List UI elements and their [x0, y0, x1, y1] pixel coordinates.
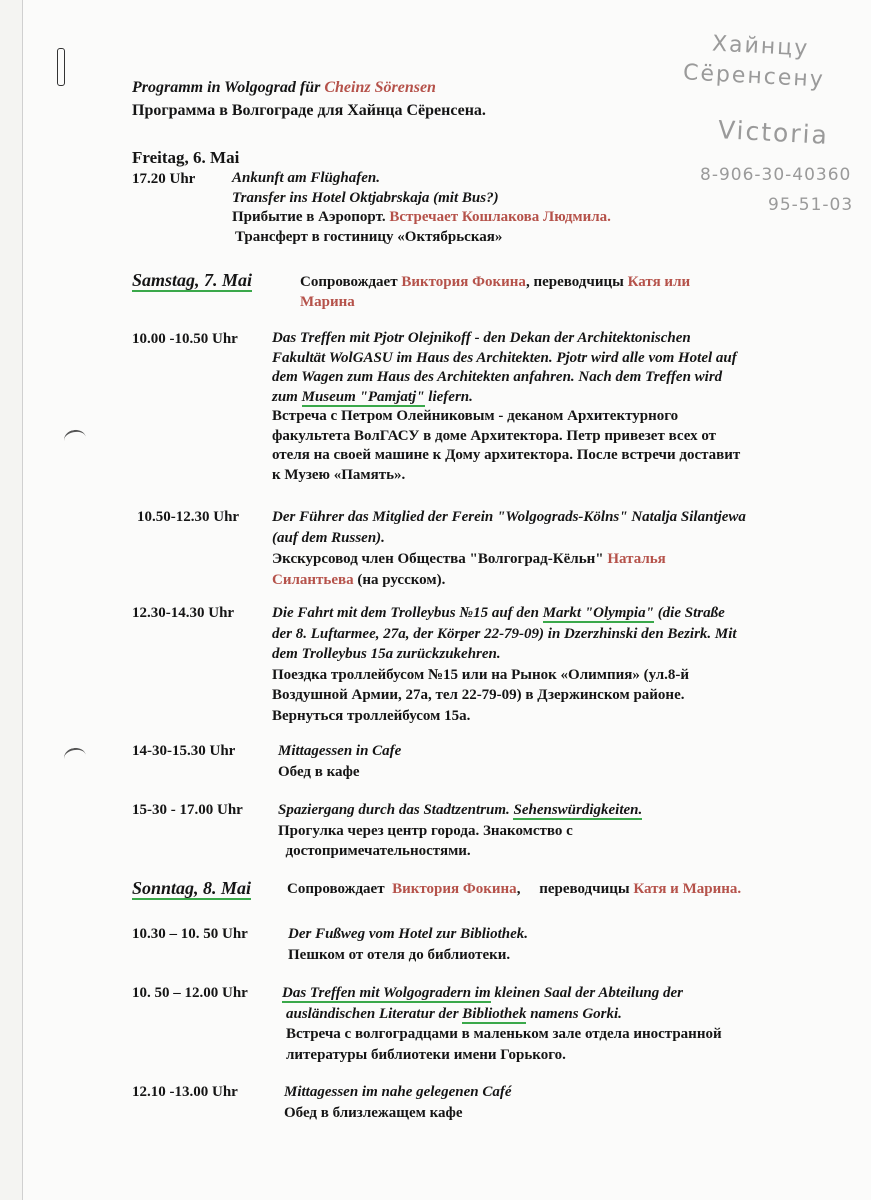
event-time: 17.20 Uhr	[132, 171, 196, 187]
day-heading-text: Sonntag, 8. Mai	[132, 878, 252, 898]
event-text-ru-part: (на русском).	[353, 572, 446, 588]
event-text-de: Transfer ins Hotel Oktjabrskaja (mit Bus?)	[232, 189, 499, 206]
event-sat-4	[278, 741, 401, 783]
meeting-phrase: Das Treffen mit Wolgogradern im	[282, 985, 491, 1001]
event-time: 10.50-12.30 Uhr	[137, 509, 240, 525]
event-text-de-part: zum	[272, 388, 298, 405]
event-text-de	[282, 983, 722, 1004]
guide-name: Силантьева	[272, 572, 354, 588]
event-text-de: Das Treffen mit Pjotr Olejnikoff - den Dekan der Architektonischen	[272, 330, 691, 346]
event-time: 12.10 -13.00 Uhr	[132, 1084, 238, 1100]
escort-saturday	[300, 272, 690, 312]
event-text-de	[282, 1004, 722, 1025]
event-text-ru: Обед в кафе	[278, 764, 360, 780]
event-time: 14-30-15.30 Uhr	[132, 743, 236, 759]
binder-mark	[57, 48, 65, 86]
interpreter-names: Катя или	[627, 274, 691, 290]
event-text-ru: к Музею «Память».	[272, 466, 406, 483]
guide-name: Наталья	[607, 551, 666, 567]
event-text-de: Der Führer das Mitglied der Ferein "Wolgograds-Kölns" Natalja Silantjewa	[272, 509, 746, 525]
event-text-de-part: Die Fahrt mit dem Trolleybus №15 auf den	[272, 605, 539, 621]
event-text-ru-part: Прибытие в Аэропорт.	[232, 209, 386, 225]
event-text-ru: Пешком от отеля до библиотеки.	[288, 947, 511, 963]
event-sat-1	[272, 329, 740, 485]
event-text-de: Mittagessen in Cafe	[278, 743, 402, 759]
event-time: 10.00 -10.50 Uhr	[132, 331, 238, 347]
event-sat-2	[272, 507, 746, 591]
day-heading-text: Samstag, 7. Mai	[132, 270, 253, 290]
escort-label: Сопровождает	[287, 881, 385, 897]
event-time: 12.30-14.30 Uhr	[132, 605, 235, 621]
escort-name: Виктория Фокина	[401, 274, 526, 290]
event-text-de: dem Trolleybus 15a zurückzukehren.	[272, 646, 501, 662]
handwritten-phone: 95-51-03	[768, 195, 854, 215]
title-de-name: Cheinz Sörensen	[324, 79, 436, 96]
escort-name: Виктория Фокина	[392, 881, 517, 897]
handwritten-surname: Сёренсену	[682, 60, 826, 93]
title-de	[132, 79, 436, 97]
event-text-ru	[272, 570, 746, 591]
event-text-ru-part: Экскурсовод член Общества "Волгоград-Кёльн"	[272, 551, 604, 567]
event-text-de-part: namens Gorki.	[526, 1005, 622, 1022]
event-text-de: Fakultät WolGASU im Haus des Architekten. Pjotr wird alle vom Hotel auf	[272, 349, 737, 366]
event-friday	[232, 169, 611, 247]
event-text-de-part: kleinen Saal der Abteilung der	[490, 985, 684, 1001]
event-text-de-part: Spaziergang durch das Stadtzentrum.	[278, 802, 510, 818]
event-text-de-part: ausländischen Literatur der	[286, 1005, 459, 1022]
event-time: 10.30 – 10. 50 Uhr	[132, 926, 248, 942]
day-heading-friday: Freitag, 6. Mai	[132, 148, 240, 167]
title-ru: Программа в Волгограде для Хайнца Сёренсена.	[132, 102, 486, 119]
handwritten-victoria: Victoria	[717, 115, 830, 150]
event-text-de: der 8. Luftarmee, 27a, der Körper 22-79-09) in Dzerzhinski den Bezirk. Mit	[272, 625, 737, 642]
greeter-name: Встречает Кошлакова Людмила.	[389, 209, 611, 225]
museum-name: Museum "Pamjatj"	[301, 388, 425, 405]
event-text-de	[278, 800, 642, 821]
event-time: 10. 50 – 12.00 Uhr	[132, 985, 248, 1001]
event-text-ru: Вернуться троллейбусом 15а.	[272, 707, 471, 724]
event-text-ru: отеля на своей машине к Дому архитектора. После встречи доставит	[272, 447, 741, 463]
event-sun-2	[282, 983, 722, 1065]
event-sat-3	[272, 603, 737, 726]
event-text-ru	[232, 208, 611, 228]
event-text-de: Mittagessen im nahe gelegenen Café	[284, 1084, 512, 1100]
event-text-ru: Прогулка через центр города. Знакомство с	[278, 822, 573, 839]
event-text-ru: Поездка троллейбусом №15 или на Рынок «Олимпия» (ул.8-й	[272, 666, 690, 683]
library-word: Bibliothek	[462, 1005, 527, 1022]
event-text-ru: Обед в близлежащем кафе	[284, 1105, 463, 1121]
event-sat-5	[278, 800, 642, 862]
event-text-ru: Встреча с Петром Олейниковым - деканом Архитектурного	[272, 408, 679, 424]
event-text-ru	[272, 549, 746, 570]
event-text-de: Ankunft am Flüghafen.	[232, 170, 380, 186]
market-name: Markt "Olympia"	[542, 605, 654, 621]
event-sun-3	[284, 1082, 512, 1124]
event-text-de: dem Wagen zum Haus des Architekten anfahren. Nach dem Treffen wird	[272, 369, 723, 385]
event-text-ru: литературы библиотеки имени Горького.	[286, 1046, 566, 1063]
day-heading-sunday	[132, 878, 251, 899]
event-text-ru: Воздушной Армии, 27а, тел 22-79-09) в Дзержинском районе.	[272, 687, 685, 703]
event-text-de: Der Fußweg vom Hotel zur Bibliothek.	[288, 926, 529, 942]
event-sun-1	[288, 924, 528, 966]
event-text-de-part: (die Straße	[653, 605, 725, 621]
interpreter-names: Марина	[300, 294, 355, 310]
event-text-de-part: liefern.	[424, 388, 473, 405]
interpreter-names: Катя и Марина.	[633, 881, 742, 897]
handwritten-phone: 8-906-30-40360	[700, 165, 852, 185]
day-heading-saturday	[132, 270, 252, 291]
escort-sunday	[287, 881, 741, 898]
event-text-de	[272, 388, 740, 408]
title-de-text: Programm in Wolgograd für	[132, 79, 321, 96]
handwritten-name: Хайнцу	[711, 31, 810, 62]
escort-interpreters-label: , переводчицы	[516, 881, 630, 897]
escort-interpreters-label: , переводчицы	[525, 274, 624, 290]
escort-label: Сопровождает	[300, 274, 398, 290]
event-text-de	[272, 603, 737, 624]
sights-word: Sehenswürdigkeiten.	[513, 802, 643, 818]
event-time: 15-30 - 17.00 Uhr	[132, 802, 243, 818]
event-text-ru: факультета ВолГАСУ в доме Архитектора. Петр привезет всех от	[272, 427, 716, 444]
event-text-ru: Встреча с волгоградцами в маленьком зале отдела иностранной	[286, 1026, 722, 1042]
event-text-ru: достопримечательностями.	[278, 843, 471, 859]
event-text-ru: Трансферт в гостиницу «Октябрьская»	[235, 228, 503, 245]
event-text-de: (auf dem Russen).	[272, 530, 385, 546]
